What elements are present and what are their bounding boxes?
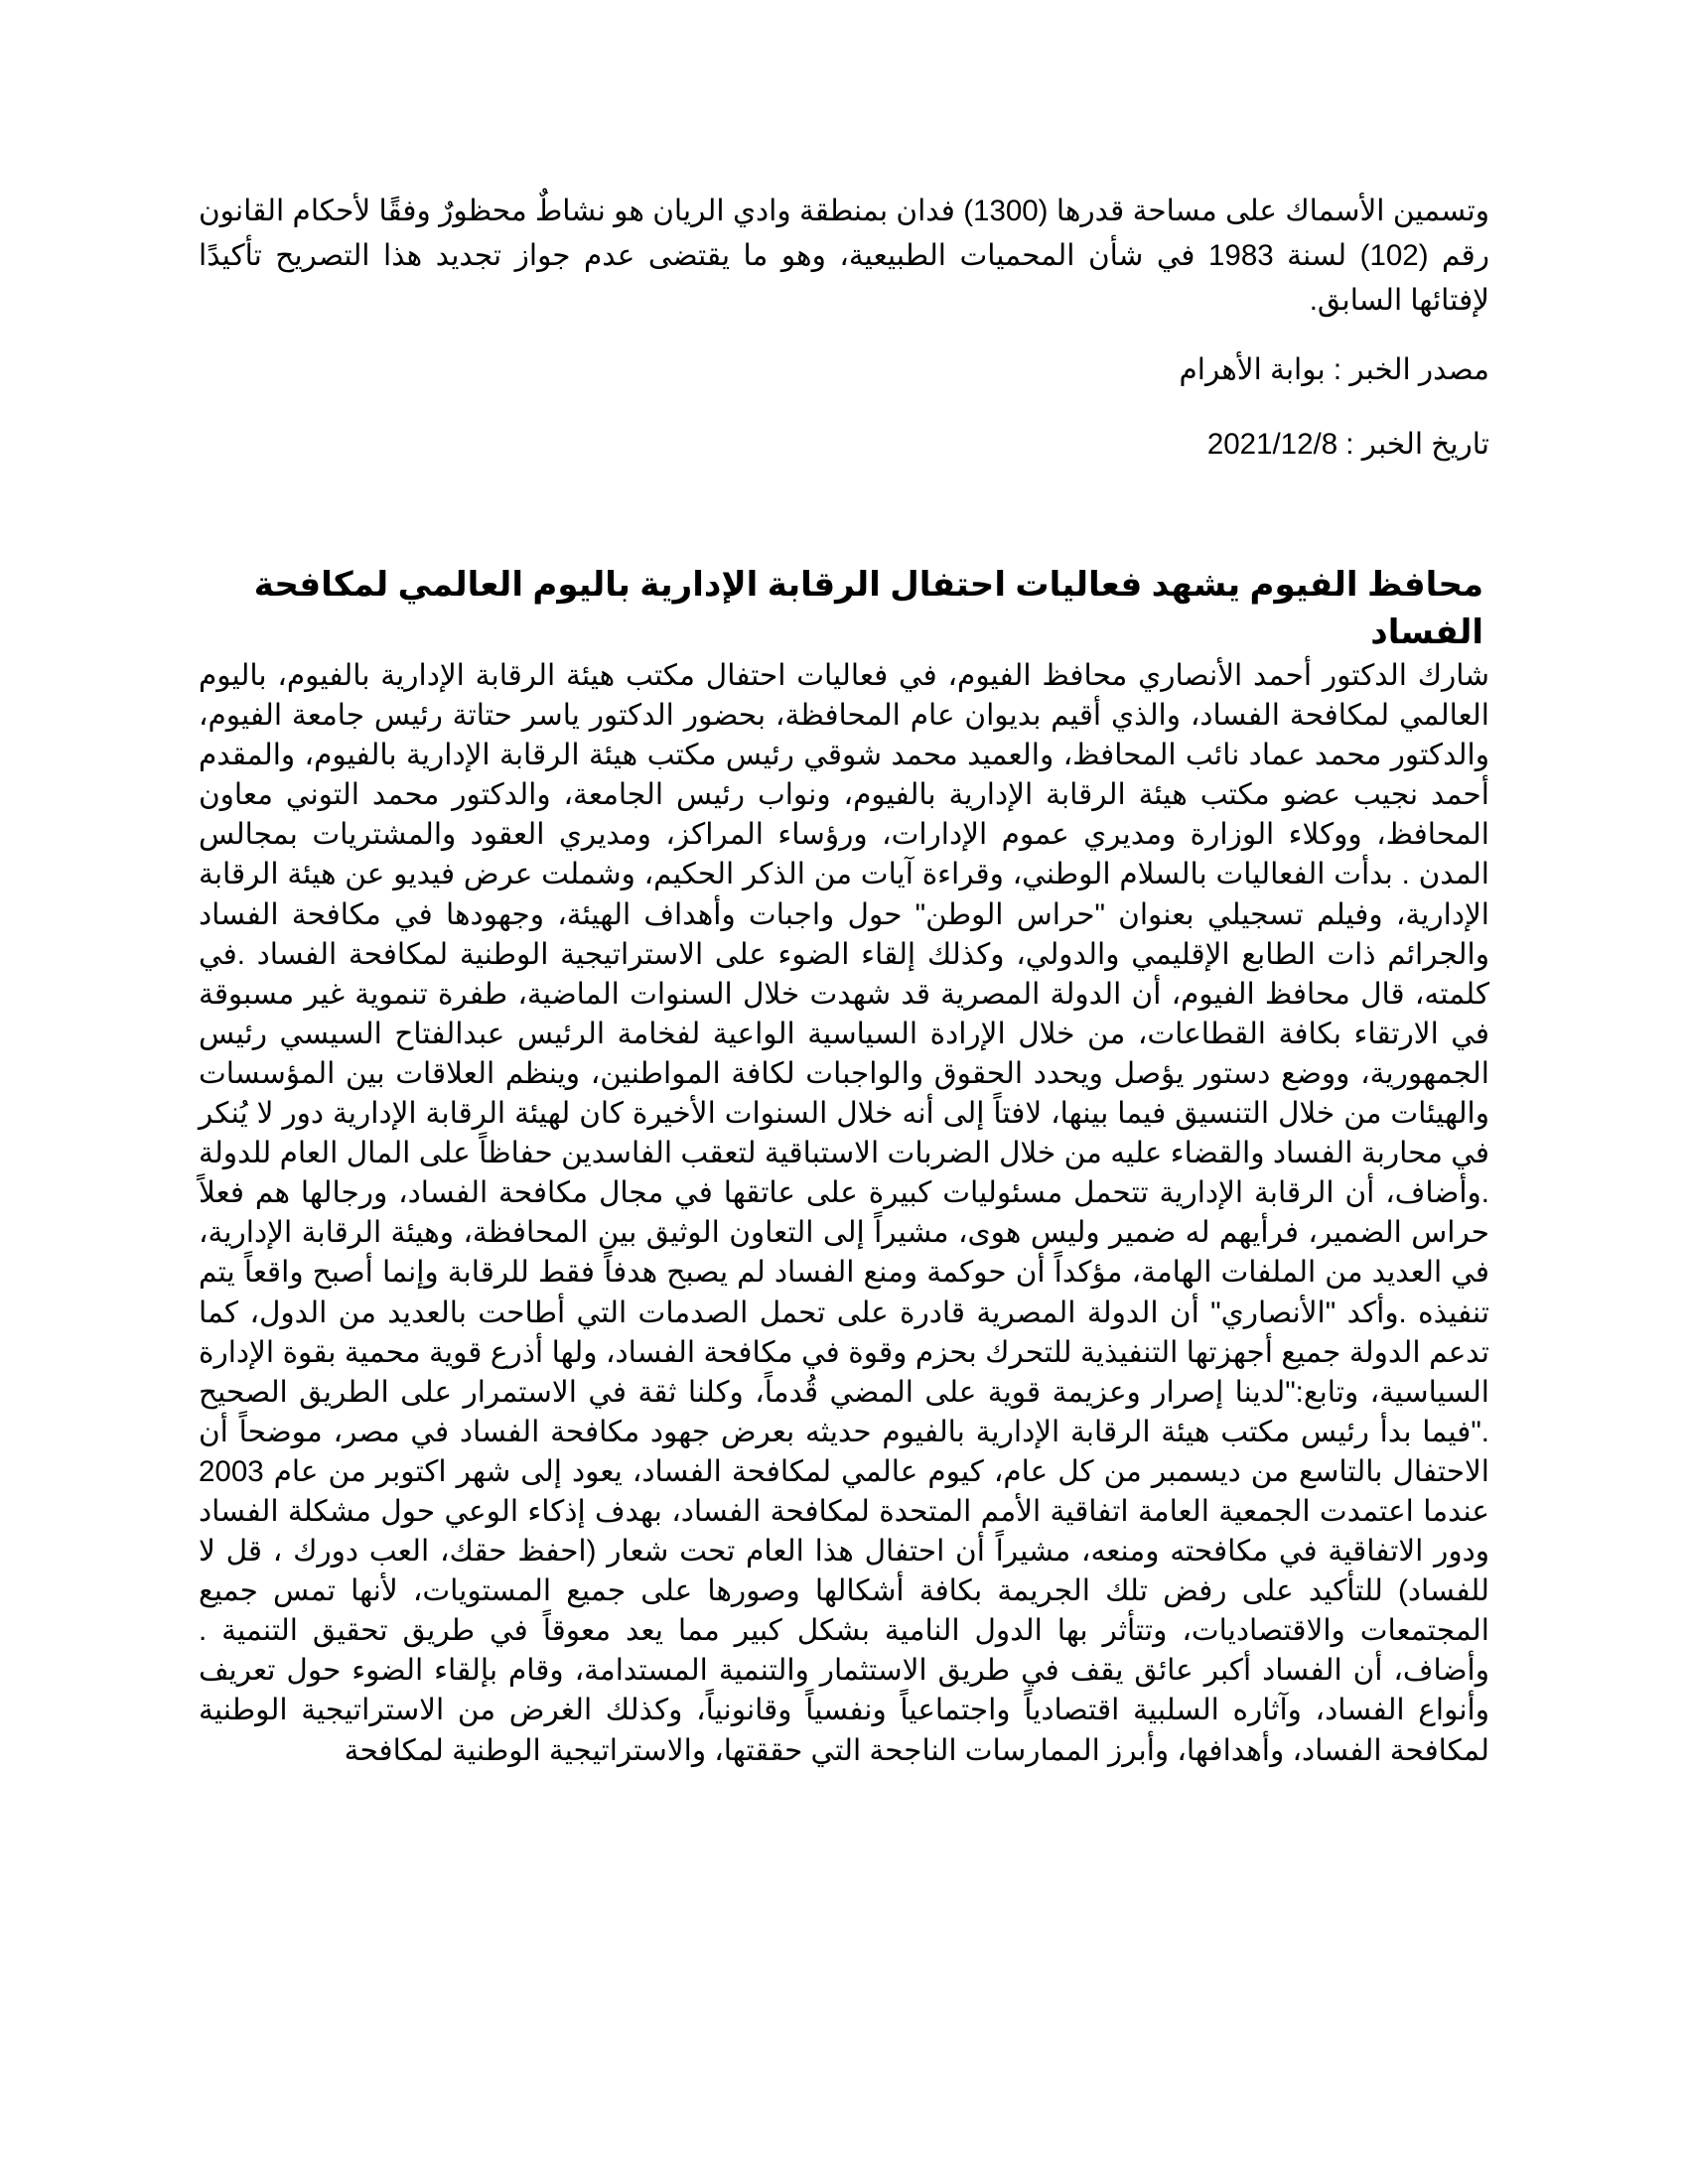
news-date-line: تاريخ الخبر : 2021/12/8 — [1206, 428, 1489, 461]
article-body: شارك الدكتور أحمد الأنصاري محافظ الفيوم، في فعاليات احتفال مكتب هيئة الرقابة الإدارية بالفيوم، باليوم العالمي لمكافحة الفساد، والذي أقيم بديوان عام المحافظة، بحضور الدكتور ياسر حتاتة رئيس جامعة الفيوم، والدكتور محمد عماد نائب المحافظ، والعميد محمد شوقي رئيس مكتب هيئة الرقابة الإدارية بالفيوم، والمقدم أحمد نجيب عضو مكتب هيئة الرقابة الإدارية بالفيوم، ونواب رئيس الجامعة، والدكتور محمد التوني معاون المحافظ، ووكلاء الوزارة ومديري عموم الإدارات، ورؤساء المراكز، ومديري العقود والمشتريات بمجالس المدن . بدأت الفعاليات بالسلام الوطني، وقراءة آيات من الذكر الحكيم، وشملت عرض فيديو عن هيئة الرقابة الإدارية، وفيلم تسجيلي بعنوان "حراس الوطن" حول واجبات وأهداف الهيئة، وجهودها في مكافحة الفساد والجرائم ذات الطابع الإقليمي والدولي، وكذلك إلقاء الضوء على الاستراتيجية الوطنية لمكافحة الفساد .في كلمته، قال محافظ الفيوم، أن الدولة المصرية قد شهدت خلال السنوات الماضية، طفرة تنموية غير مسبوقة في الارتقاء بكافة القطاعات، من خلال الإرادة السياسية الواعية لفخامة الرئيس عبدالفتاح السيسي رئيس الجمهورية، ووضع دستور يؤصل ويحدد الحقوق والواجبات لكافة المواطنين، وينظم العلاقات بين المؤسسات والهيئات من خلال التنسيق فيما بينها، لافتاً إلى أنه خلال السنوات الأخيرة كان لهيئة الرقابة الإدارية دور لا يُنكر في محاربة الفساد والقضاء عليه من خلال الضربات الاستباقية لتعقب الفاسدين حفاظاً على المال العام للدولة .وأضاف، أن الرقابة الإدارية تتحمل مسئوليات كبيرة على عاتقها في مجال مكافحة الفساد، ورجالها هم فعلاً حراس الضمير، فرأيهم له ضمير وليس هوى، مشيراً إلى التعاون الوثيق بين المحافظة، وهيئة الرقابة الإدارية، في العديد من الملفات الهامة، مؤكداً أن حوكمة ومنع الفساد لم يصبح هدفاً فقط للرقابة وإنما أصبح واقعاً يتم تنفيذه .وأكد "الأنصاري" أن الدولة المصرية قادرة على تحمل الصدمات التي أطاحت بالعديد من الدول، كما تدعم الدولة جميع أجهزتها التنفيذية للتحرك بحزم وقوة في مكافحة الفساد، ولها أذرع قوية محمية بقوة الإدارة السياسية، وتابع:"لدينا إصرار وعزيمة قوية على المضي قُدماً، وكلنا ثقة في الاستمرار على الطريق الصحيح ."فيما بدأ رئيس مكتب هيئة الرقابة الإدارية بالفيوم حديثه بعرض جهود مكافحة الفساد في مصر، موضحاً أن الاحتفال بالتاسع من ديسمبر من كل عام، كيوم عالمي لمكافحة الفساد، يعود إلى شهر اكتوبر من عام 2003 عندما اعتمدت الجمعية العامة اتفاقية الأمم المتحدة لمكافحة الفساد، بهدف إذكاء الوعي حول مشكلة الفساد ودور الاتفاقية في مكافحته ومنعه، مشيراً أن احتفال هذا العام تحت شعار (احفظ حقك، العب دورك ، قل لا للفساد) للتأكيد على رفض تلك الجريمة بكافة أشكالها وصورها على جميع المستويات، لأنها تمس جميع المجتمعات والاقتصاديات، وتتأثر بها الدول النامية بشكل كبير مما يعد معوقاً في طريق تحقيق التنمية . وأضاف، أن الفساد أكبر عائق يقف في طريق الاستثمار والتنمية المستدامة، وقام بإلقاء الضوء حول تعريف وأنواع الفساد، وآثاره السلبية اقتصادياً واجتماعياً ونفسياً وقانونياً، وكذلك الغرض من الاستراتيجية الوطنية لمكافحة الفساد، وأهدافها، وأبرز الممارسات الناجحة التي حققتها، والاستراتيجية الوطنية لمكافحة — [199, 659, 1490, 1767]
article-headline: محافظ الفيوم يشهد فعاليات احتفال الرقابة الإدارية باليوم العالمي لمكافحة الفساد — [253, 566, 1483, 651]
document-content — [199, 189, 1489, 1771]
intro-paragraph: وتسمين الأسماك على مساحة قدرها (1300) فدان بمنطقة وادي الريان هو نشاطٌ محظورٌ وفقًا لأحكام القانون رقم (102) لسنة 1983 في شأن المحميات الطبيعية، وهو ما يقتضى عدم جواز تجديد هذا التصريح تأكيدًا لإفتائها السابق. — [199, 195, 1489, 317]
news-source-line: مصدر الخبر : بوابة الأهرام — [1179, 353, 1489, 386]
